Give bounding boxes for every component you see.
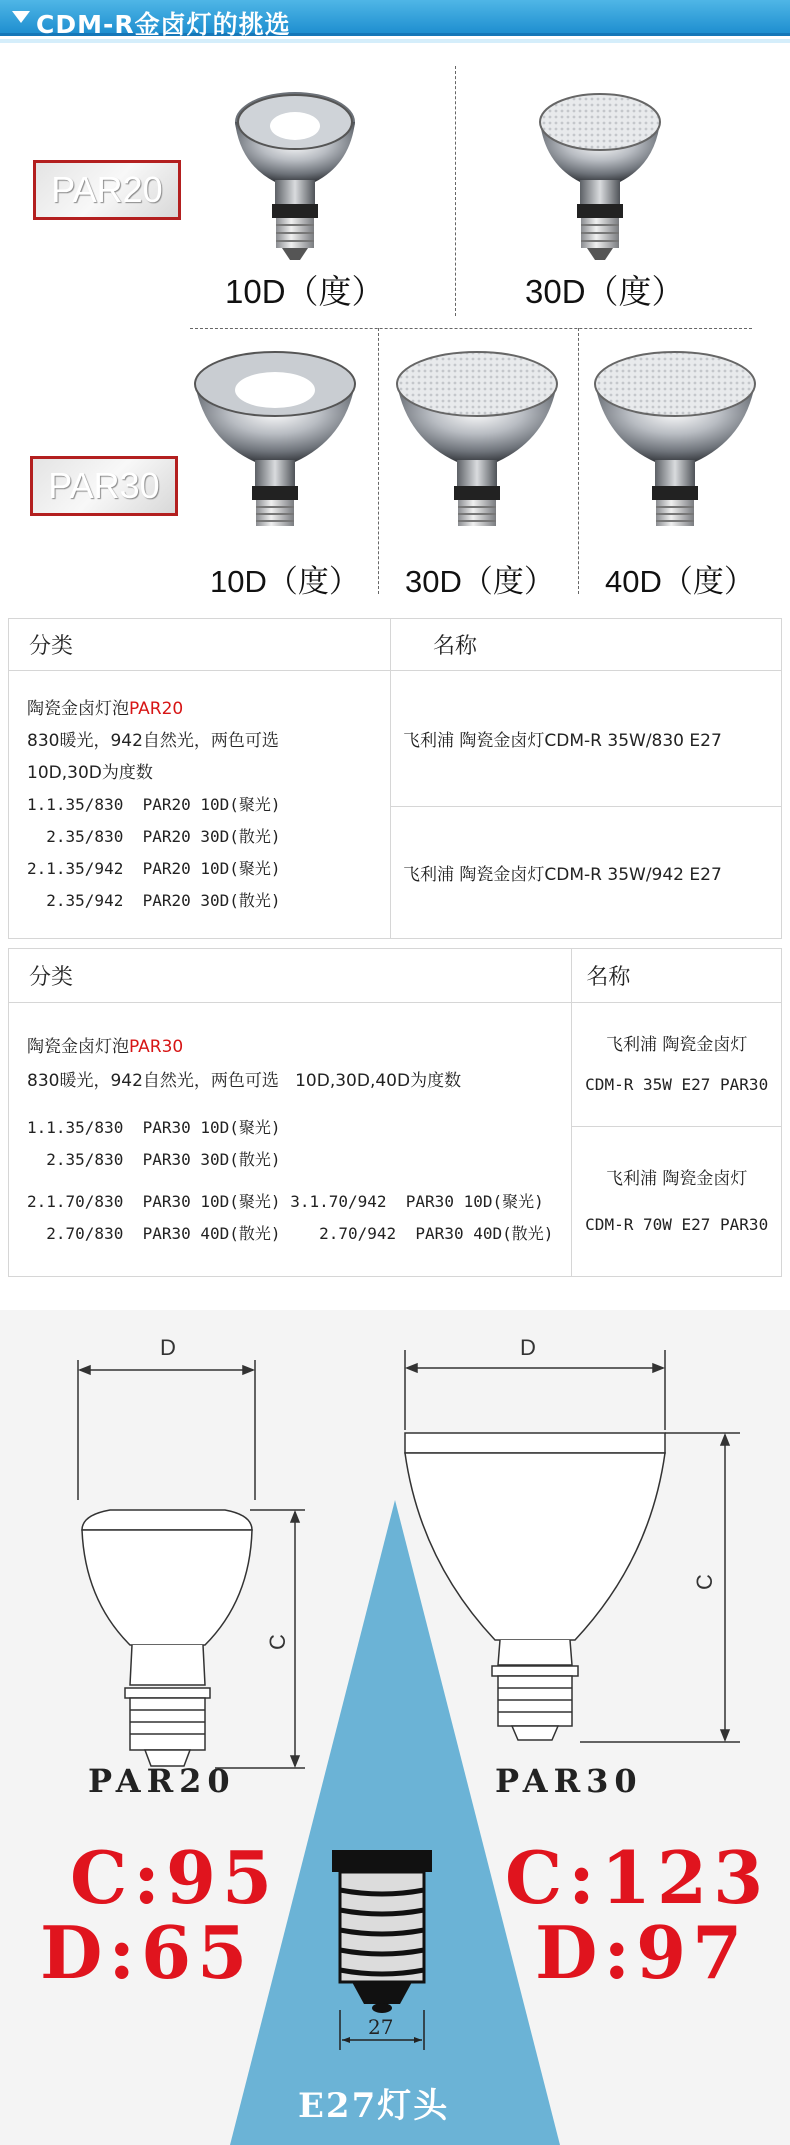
- par30-outline-drawing: [405, 1350, 740, 1742]
- par30-c-label: C: [692, 1574, 717, 1590]
- section-header: [0, 0, 790, 39]
- label-par30-40d: 40D（度）: [605, 564, 755, 599]
- base-width-label: 27: [368, 2015, 394, 2039]
- par30-c-value: C:123: [505, 1835, 770, 1920]
- list-item: 2.1.35/942 PAR20 10D(聚光): [27, 858, 281, 878]
- table-header-category: 分类: [9, 619, 391, 671]
- category-title: 陶瓷金卤灯泡PAR20: [27, 698, 184, 719]
- product-gallery: [0, 44, 790, 604]
- table-header-category: 分类: [9, 949, 572, 1003]
- label-par30-30d: 30D（度）: [405, 564, 555, 599]
- triangle-down-icon: [12, 11, 30, 23]
- divider-vertical: [455, 66, 456, 316]
- spec-table-par20: [8, 618, 782, 939]
- divider-vertical: [378, 328, 379, 594]
- par20-c-label: C: [265, 1634, 290, 1650]
- table-header-name: 名称: [391, 619, 782, 671]
- category-line: 830暖光，942自然光，两色可选: [27, 730, 279, 751]
- table-header-name: 名称: [572, 949, 782, 1003]
- header-underline: [0, 39, 790, 43]
- lamp-par20-30d-image: [535, 84, 665, 264]
- par20-d-label: D: [160, 1335, 176, 1360]
- badge-par20: PAR20: [33, 160, 181, 220]
- category-title: 陶瓷金卤灯泡PAR30: [27, 1036, 184, 1057]
- par20-d-value: D:65: [40, 1910, 254, 1995]
- par30-name: PAR30: [495, 1762, 643, 1800]
- dimension-section: [0, 1310, 790, 2145]
- table-cell-product-name: 飞利浦 陶瓷金卤灯 CDM-R 35W E27 PAR30: [572, 1003, 782, 1127]
- category-line: 830暖光，942自然光，两色可选 10D,30D,40D为度数: [27, 1070, 462, 1091]
- table-cell-product-name: 飞利浦 陶瓷金卤灯 CDM-R 70W E27 PAR30: [572, 1127, 782, 1277]
- dimension-drawing: [0, 1310, 790, 2145]
- category-line: 10D,30D为度数: [27, 762, 153, 783]
- label-par20-10d: 10D（度）: [225, 273, 385, 310]
- list-item: 2.35/942 PAR20 30D(散光): [27, 890, 281, 910]
- list-item: 2.1.70/830 PAR30 10D(聚光) 3.1.70/942 PAR30 10D(聚光): [27, 1191, 544, 1211]
- list-item: 2.35/830 PAR30 30D(散光): [27, 1149, 281, 1169]
- divider-vertical: [578, 328, 579, 594]
- table-cell-category: [9, 1003, 572, 1277]
- list-item: 2.35/830 PAR20 30D(散光): [27, 826, 281, 846]
- list-item: 1.1.35/830 PAR20 10D(聚光): [27, 794, 281, 814]
- par30-d-value: D:97: [535, 1910, 749, 1995]
- section-title: CDM-R金卤灯的挑选: [36, 10, 291, 39]
- lamp-par30-10d-image: [190, 344, 360, 534]
- par30-d-label: D: [520, 1335, 536, 1360]
- label-par30-10d: 10D（度）: [210, 564, 360, 599]
- lamp-par30-40d-image: [590, 344, 760, 534]
- table-cell-product-name: 飞利浦 陶瓷金卤灯CDM-R 35W/942 E27: [391, 807, 782, 939]
- lamp-par20-10d-image: [230, 84, 360, 264]
- divider-horizontal: [190, 328, 752, 329]
- label-par20-30d: 30D（度）: [525, 273, 685, 310]
- base-label: E27灯头: [298, 2086, 450, 2126]
- lamp-par30-30d-image: [392, 344, 562, 534]
- table-cell-product-name: 飞利浦 陶瓷金卤灯CDM-R 35W/830 E27: [391, 671, 782, 807]
- list-item: 1.1.35/830 PAR30 10D(聚光): [27, 1117, 281, 1137]
- par20-c-value: C:95: [70, 1835, 279, 1920]
- spec-table-par30: [8, 948, 782, 1277]
- par20-outline-drawing: [78, 1360, 305, 1768]
- badge-par30: PAR30: [30, 456, 178, 516]
- table-cell-category: [9, 671, 391, 939]
- list-item: 2.70/830 PAR30 40D(散光) 2.70/942 PAR30 40D(散光): [27, 1223, 554, 1243]
- par20-name: PAR20: [88, 1762, 236, 1800]
